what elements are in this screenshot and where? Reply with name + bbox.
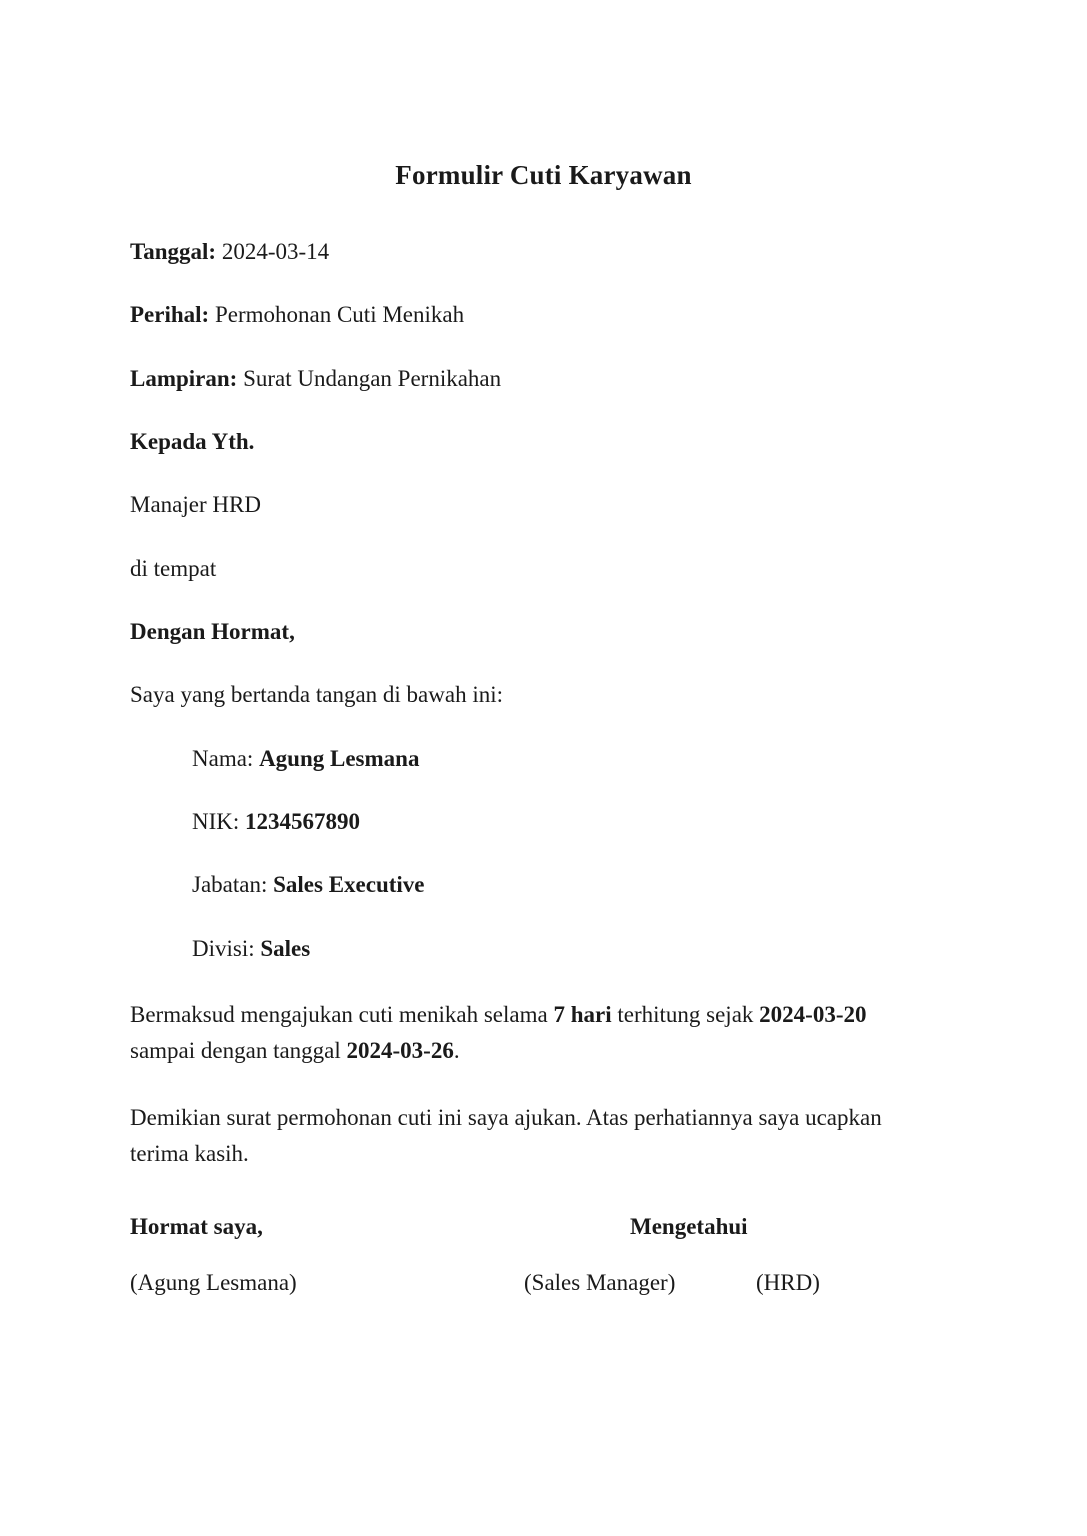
field-lampiran-label: Lampiran: — [130, 365, 238, 391]
recipient-line-2: di tempat — [130, 555, 217, 581]
recipient-heading-text: Kepada Yth. — [130, 429, 255, 455]
signature-right-heading: Mengetahui — [630, 1213, 748, 1239]
field-tanggal — [130, 235, 957, 268]
field-tanggal-value: 2024-03-14 — [221, 239, 330, 264]
identity-jabatan — [192, 868, 957, 901]
salutation-text: Dengan Hormat, — [130, 619, 295, 645]
identity-jabatan-value: Sales Executive — [273, 872, 425, 898]
identity-nik — [192, 805, 957, 838]
request-end-date: 2024-03-26 — [346, 1037, 454, 1063]
identity-divisi-label: Divisi: — [192, 935, 255, 961]
signature-names — [130, 1270, 957, 1296]
signature-right-name: (HRD) — [756, 1269, 820, 1295]
field-lampiran-value: Surat Undangan Pernikahan — [243, 365, 502, 391]
signature-headings — [130, 1214, 957, 1240]
identity-nama-label: Nama: — [192, 745, 254, 771]
field-perihal-value: Permohonan Cuti Menikah — [214, 302, 465, 328]
identity-divisi-value: Sales — [260, 935, 311, 961]
signature-left-name: (Agung Lesmana) — [130, 1269, 297, 1295]
signature-middle-name: (Sales Manager) — [524, 1269, 676, 1295]
identity-jabatan-label: Jabatan: — [192, 872, 268, 898]
field-perihal-label: Perihal: — [130, 302, 210, 328]
field-tanggal-label: Tanggal: — [130, 239, 217, 264]
page-title: Formulir Cuti Karyawan — [395, 160, 692, 190]
field-perihal — [130, 298, 957, 331]
field-lampiran — [130, 362, 957, 395]
intro-text: Saya yang bertanda tangan di bawah ini: — [130, 682, 503, 708]
signature-left-heading: Hormat saya, — [130, 1213, 263, 1239]
identity-nama — [192, 742, 957, 775]
salutation — [130, 615, 957, 648]
request-part-3: sampai dengan tanggal — [130, 1037, 347, 1063]
recipient-line-1: Manajer HRD — [130, 492, 261, 518]
request-part-1: Bermaksud mengajukan cuti menikah selama — [130, 1002, 554, 1028]
request-start-date: 2024-03-20 — [759, 1002, 867, 1028]
request-paragraph — [130, 997, 920, 1068]
closing-paragraph: Demikian surat permohonan cuti ini saya ajukan. Atas perhatiannya saya ucapkan terima kasih. — [130, 1105, 882, 1167]
request-part-2: terhitung sejak — [611, 1002, 760, 1028]
identity-nama-value: Agung Lesmana — [259, 745, 420, 771]
identity-nik-value: 1234567890 — [245, 809, 361, 835]
request-duration: 7 hari — [553, 1002, 612, 1028]
identity-divisi — [192, 932, 957, 965]
request-part-4: . — [453, 1037, 460, 1063]
identity-nik-label: NIK: — [192, 809, 240, 835]
recipient-heading — [130, 425, 957, 458]
